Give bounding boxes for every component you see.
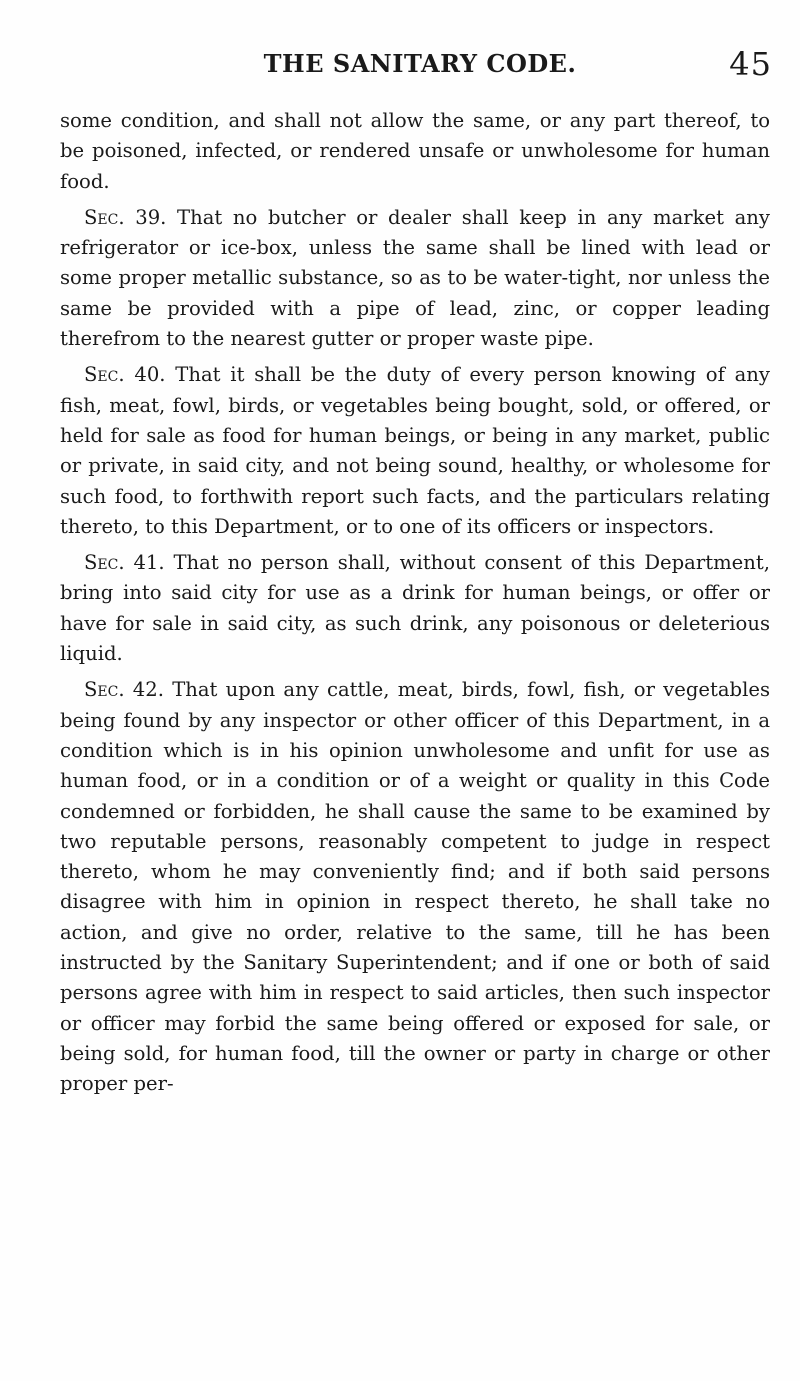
section-label: Sec. 41. — [84, 551, 165, 575]
section-label: Sec. 42. — [84, 678, 164, 702]
running-head — [60, 44, 770, 84]
section-39-paragraph — [60, 203, 770, 354]
paragraph-text: That no butcher or dealer shall keep in any market any refrigerator or ice-box, unless the same shall be lined with lead or some proper metallic substance, so as to be water-tight, nor unless the same be provided with a pipe of lead, zinc, or copper leading therefrom to the nearest gutter or proper waste pipe. — [60, 205, 770, 351]
section-40-paragraph — [60, 360, 770, 542]
paragraph-text: That upon any cattle, meat, birds, fowl, fish, or vegetables being found by any inspector or other officer of this Department, in a condition which is in his opinion unwholesome and unfit for use as human food, or in a condition or of a weight or quality in this Code condemned or forbidden, he shall cause the same to be examined by two reputable persons, reasonably competent to judge in respect thereto, whom he may conveniently find; and if both said persons disagree with him in opinion in respect thereto, he shall take no action, and give no order, relative to the same, till he has been instructed by the Sanitary Superintendent; and if one or both of said persons agree with him in respect to said articles, then such inspector or officer may forbid the same being offered or exposed for sale, or being sold, for human food, till the owner or party in charge or other proper per- — [60, 678, 771, 1096]
section-42-paragraph — [60, 675, 770, 1099]
running-title: THE SANITARY CODE. — [263, 49, 577, 78]
paragraph-text: That no person shall, without consent of this Department, bring into said city for use as a drink for human beings, or offer or have for sale in said city, as such drink, any poisonous or deleterious liquid. — [60, 551, 770, 666]
body-text — [60, 106, 770, 1100]
paragraph-text: That it shall be the duty of every person knowing of any fish, meat, fowl, birds, or vegetables being bought, sold, or offered, or held for sale as food for human beings, or being in any market, public or private, in said city, and not being sound, healthy, or wholesome for such food, to forthwith report such facts, and the particulars relating thereto, to this Department, or to one of its officers or inspectors. — [60, 363, 770, 538]
paragraph-text: some condition, and shall not allow the same, or any part thereof, to be poisoned, infected, or rendered unsafe or unwholesome for human food. — [60, 109, 770, 193]
section-41-paragraph — [60, 548, 770, 669]
page-number: 45 — [729, 45, 772, 83]
section-label: Sec. 40. — [84, 363, 166, 387]
paragraph-continuation — [60, 106, 770, 197]
section-label: Sec. 39. — [84, 205, 167, 229]
